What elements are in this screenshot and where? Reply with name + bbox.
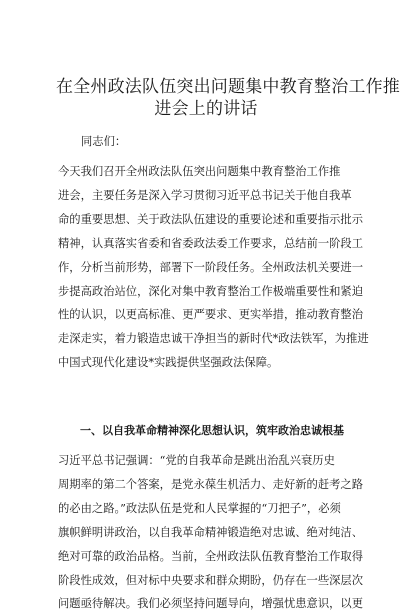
paragraph-line: 习近平总书记强调：“党的自我革命是跳出治乱兴衰历史 <box>58 454 335 467</box>
paragraph-line: 精神，认真落实省委和省委政法委工作要求，总结前一阶段工 <box>58 236 364 250</box>
section-heading: 一、以自我革命精神深化思想认识，筑牢政治忠诚根基 <box>80 424 344 437</box>
paragraph-line: 周期率的第二个答案，是党永葆生机活力、走好新的赶考之路 <box>58 477 364 491</box>
paragraph-line: 阶段性成效，但对标中央要求和群众期盼，仍存在一些深层次 <box>58 573 364 587</box>
title-line: 在全州政法队伍突出问题集中教育整治工作推 <box>56 77 400 97</box>
salutation <box>58 130 385 154</box>
paragraph-line: 走深走实，着力锻造忠诚干净担当的新时代*政法铁军，为推进 <box>58 332 369 346</box>
paragraph-section-one <box>58 449 362 616</box>
document-title <box>56 76 400 120</box>
paragraph-line: 进会，主要任务是深入学习贯彻习近平总书记关于他自我革 <box>58 188 352 202</box>
paragraph-line: 步提高政治站位，深化对集中教育整治工作极端重要性和紧迫 <box>58 284 364 298</box>
salutation-text: 同志们： <box>81 135 127 148</box>
paragraph-line: 问题亟待解决。我们必须坚持问题导向，增强忧患意识，以更 <box>58 597 364 611</box>
title-line: 进会上的讲话 <box>154 99 258 119</box>
paragraph-line: 命的重要思想、关于政法队伍建设的重要论述和重要指示批示 <box>58 212 364 226</box>
paragraph-line: 中国式现代化建设*实践提供坚强政法保障。 <box>58 356 279 370</box>
paragraph-line: 绝对可靠的政治品格。当前，全州政法队伍教育整治工作取得 <box>58 549 364 563</box>
paragraph-line: 旗帜鲜明讲政治，以自我革命精神锻造绝对忠诚、绝对纯洁、 <box>58 525 364 539</box>
paragraph-line: 作，分析当前形势，部署下一阶段任务。全州政法机关要进一 <box>58 260 364 274</box>
paragraph-intro <box>58 160 369 375</box>
paragraph-line: 今天我们召开全州政法队伍突出问题集中教育整治工作推 <box>58 165 341 178</box>
paragraph-line: 性的认识，以更高标准、更严要求、更实举措，推动教育整治 <box>58 308 364 322</box>
paragraph-line: 的必由之路。”政法队伍是党和人民掌握的“刀把子”，必须 <box>58 501 341 515</box>
